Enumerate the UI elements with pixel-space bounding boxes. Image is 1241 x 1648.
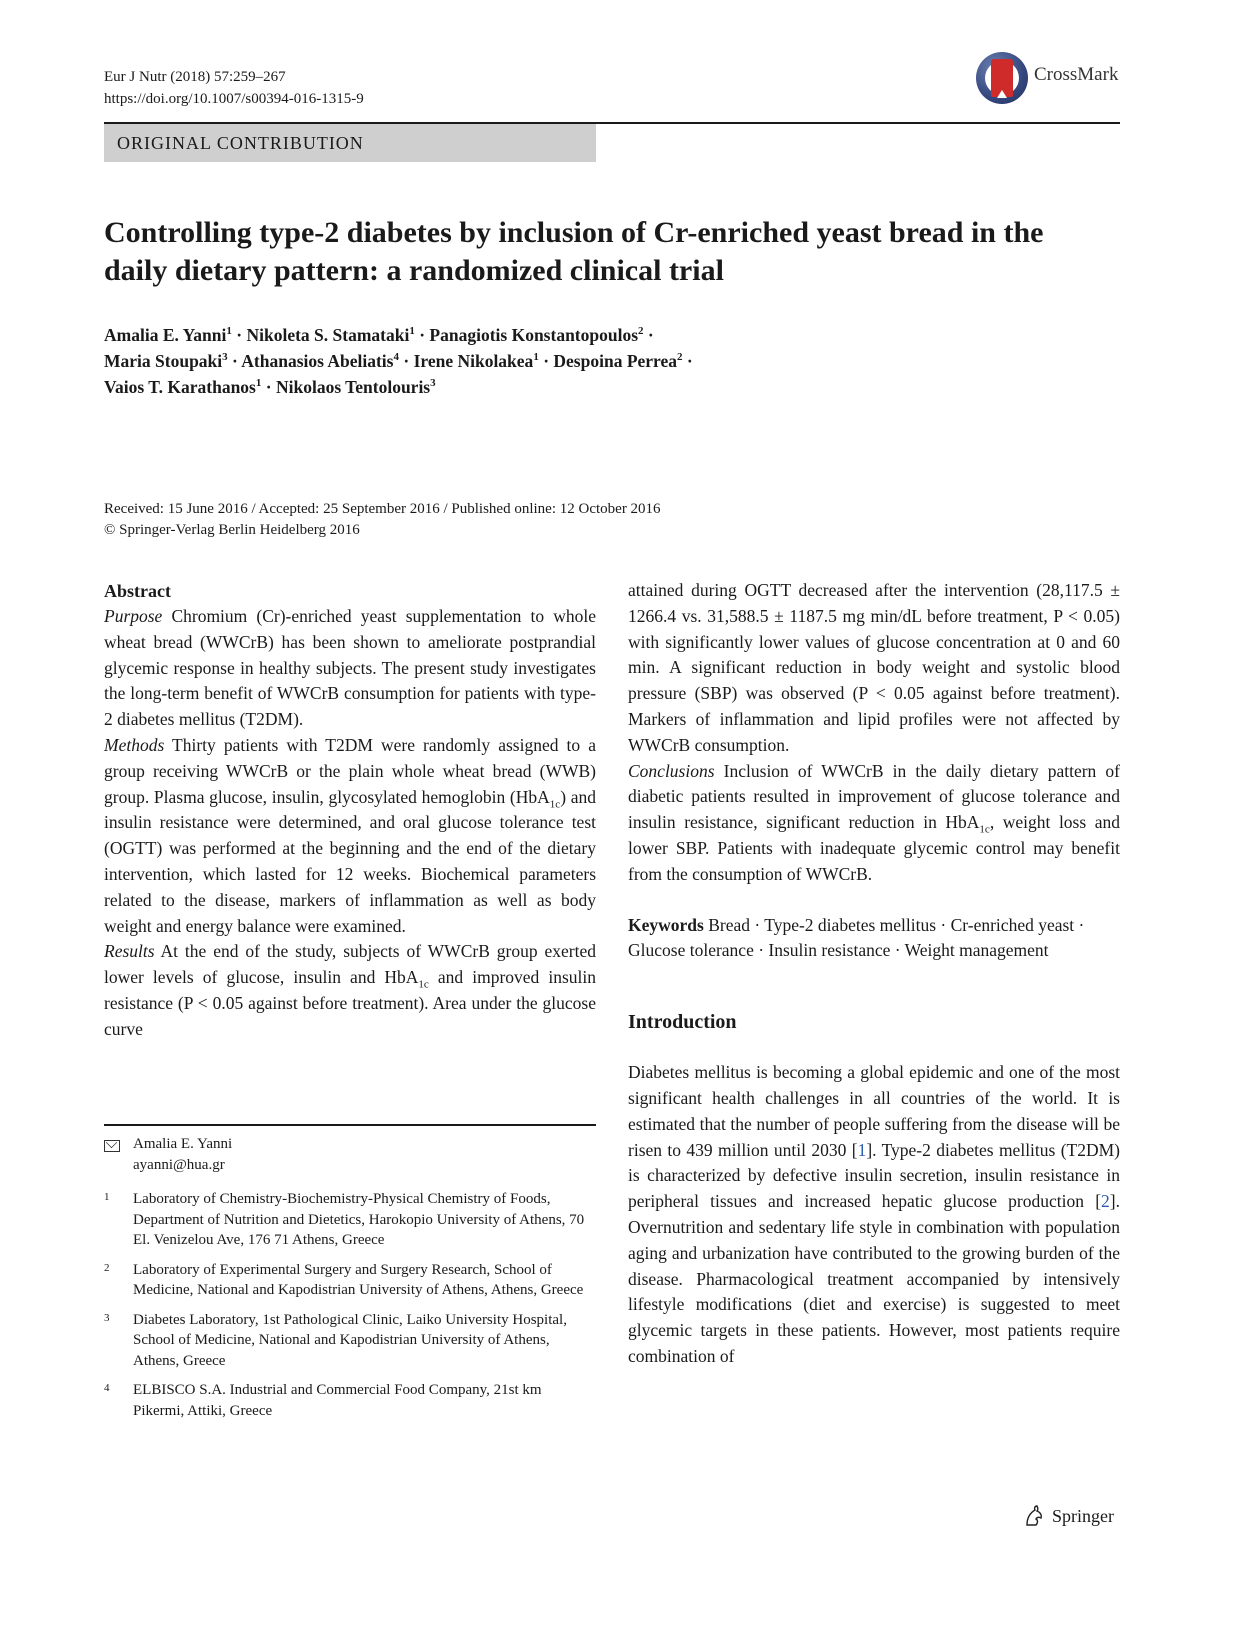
- affiliation-text: Laboratory of Chemistry-Biochemistry-Physical Chemistry of Foods, Department of Nutrition and Dietetics, Harokopio University of Athens, 70 El. Venizelou Ave, 176 71 Athens, Greece: [133, 1191, 585, 1248]
- author-list: Amalia E. Yanni$^1$ · Nikoleta S. Stamataki$^1$ · Panagiotis Konstantopoulos$^2$ · Maria Stoupaki$^3$ · Athanasios Abeliatis$^4$ · Irene Nikolakea$^1$ · Despoina Perrea$^2$ · Vaios T. Karathanos$^1$ · Nikolaos Tentolouris$^3$: [104, 325, 693, 397]
- subscript: 1c: [549, 798, 561, 811]
- journal-citation: [104, 66, 364, 110]
- affiliation-mark: 1: [533, 351, 539, 364]
- methods-text: Thirty patients with T2DM were randomly assigned to a group receiving WWCrB or the plain whole wheat bread (WWB) group. Plasma glucose, insulin, glycosylated hemoglobin (HbA: [104, 734, 596, 807]
- corresponding-email[interactable]: ayanni@hua.gr: [133, 1156, 225, 1173]
- affiliation-mark: 2: [638, 325, 644, 338]
- left-column: [104, 578, 596, 1043]
- keywords-list: Bread · Type-2 diabetes mellitus · Cr-enriched yeast · Glucose tolerance · Insulin resistance · Weight management: [628, 914, 1085, 961]
- affiliation-mark: 4: [393, 351, 399, 364]
- affiliation-number: 4: [104, 1382, 110, 1394]
- keywords: [628, 913, 1120, 965]
- crossmark-label: CrossMark: [1034, 64, 1119, 85]
- springer-horse-icon: [1022, 1504, 1046, 1528]
- affiliation: [104, 1189, 596, 1251]
- author[interactable]: Nikolaos Tentolouris: [275, 377, 431, 397]
- intro-text: ]. Overnutrition and sedentary life style in combination with population aging and urbanization have contributed to the growing burden of the disease. Pharmacological treatment accompanied by intensively lifestyle modifications (diet and exercise) is suggested to meet glycemic targets in these patients. However, most patients require combination of: [628, 1191, 1120, 1366]
- abstract-results-continued: [628, 578, 1120, 759]
- abstract-purpose: [104, 604, 596, 733]
- methods-label: Methods: [104, 734, 165, 755]
- footnotes: [104, 1134, 596, 1430]
- results-label: Results: [104, 941, 155, 962]
- article-title: Controlling type-2 diabetes by inclusion of Cr-enriched yeast bread in the daily dietary pattern: a randomized clinical trial: [104, 216, 1044, 287]
- methods-text-cont: ) and insulin resistance were determined, and oral glucose tolerance test (OGTT) was performed at the beginning and the end of the dietary intervention, which lasted for 12 weeks. Biochemical parameters related to the disease, markers of inflammation as well as body weight and energy balance were examined.: [104, 786, 596, 936]
- conclusions-text: Inclusion of WWCrB in the daily dietary pattern of diabetic patients resulted in improvement of glucose tolerance and insulin resistance, significant reduction in HbA: [628, 760, 1120, 833]
- citation-link[interactable]: 2: [1101, 1191, 1110, 1212]
- affiliation-mark: 2: [677, 351, 683, 364]
- affiliation: [104, 1310, 596, 1372]
- introduction-heading: Introduction: [628, 1011, 737, 1034]
- author[interactable]: Vaios T. Karathanos: [104, 377, 256, 397]
- envelope-icon: [104, 1140, 120, 1152]
- doi-link[interactable]: https://doi.org/10.1007/s00394-016-1315-9: [104, 91, 364, 107]
- corresponding-author: [104, 1134, 596, 1175]
- citation-link[interactable]: 1: [857, 1139, 867, 1160]
- author[interactable]: Irene Nikolakea: [413, 351, 534, 371]
- right-column: [628, 578, 1120, 1370]
- intro-text: ]. Type-2 diabetes mellitus (T2DM) is characterized by defective insulin secretion, insulin resistance in peripheral tissues and increased hepatic glucose production [: [628, 1139, 1120, 1212]
- subscript: 1c: [979, 823, 990, 836]
- keywords-label: Keywords: [628, 914, 704, 935]
- subscript: 1c: [418, 978, 429, 991]
- abstract-conclusions: [628, 759, 1120, 888]
- results-text-cont: and improved insulin resistance (P < 0.05 against before treatment). Area under the glucose curve: [104, 967, 596, 1039]
- intro-text: Diabetes mellitus is becoming a global epidemic and one of the most significant health challenges in all countries of the world. It is estimated that the number of people suffering from the disease will be risen to 439 million until 2030 [: [628, 1062, 1120, 1160]
- publisher-name: Springer: [1052, 1505, 1114, 1526]
- publisher-logo: [1022, 1504, 1114, 1528]
- footnote-rule: [104, 1124, 596, 1126]
- affiliation-text: ELBISCO S.A. Industrial and Commercial Food Company, 21st km Pikermi, Attiki, Greece: [133, 1382, 542, 1419]
- author[interactable]: Despoina Perrea: [553, 351, 678, 371]
- affiliation-mark: 1: [226, 325, 232, 338]
- author[interactable]: Nikoleta S. Stamataki: [246, 325, 410, 345]
- affiliation: [104, 1260, 596, 1301]
- crossmark-icon: [976, 52, 1028, 104]
- author[interactable]: Athanasios Abeliatis: [241, 351, 394, 371]
- introduction-text: [628, 1060, 1120, 1370]
- abstract-heading: Abstract: [104, 581, 171, 601]
- affiliation-number: 1: [104, 1191, 110, 1203]
- conclusions-label: Conclusions: [628, 760, 715, 781]
- author[interactable]: Maria Stoupaki: [104, 351, 223, 371]
- results-text: At the end of the study, subjects of WWCrB group exerted lower levels of glucose, insulin and HbA: [104, 941, 596, 988]
- abstract-results: [104, 939, 596, 1042]
- author[interactable]: Panagiotis Konstantopoulos: [429, 325, 639, 345]
- affiliation-mark: 1: [409, 325, 415, 338]
- author[interactable]: Amalia E. Yanni: [104, 325, 227, 345]
- affiliation-number: 2: [104, 1261, 110, 1274]
- purpose-label: Purpose: [104, 606, 163, 626]
- copyright-line: © Springer-Verlag Berlin Heidelberg 2016: [104, 522, 360, 538]
- affiliation-mark: 3: [222, 351, 228, 364]
- purpose-text: Chromium (Cr)-enriched yeast supplementation to whole wheat bread (WWCrB) has been shown to ameliorate postprandial glycemic response in healthy subjects. The present study investigates the long-term benefit of WWCrB consumption for patients with type-2 diabetes mellitus (T2DM).: [104, 606, 597, 730]
- affiliation-text: Laboratory of Experimental Surgery and Surgery Research, School of Medicine, National and Kapodistrian University of Athens, Athens, Greece: [133, 1261, 584, 1298]
- abstract-methods: [104, 733, 596, 939]
- affiliation-mark: 1: [255, 377, 262, 390]
- results-text-cont: attained during OGTT decreased after the intervention (28,117.5 ± 1266.4 vs. 31,588.5 ± 1187.5 mg min/dL before treatment, P < 0.05) with significantly lower values of glucose concentration at 0 and 60 min. A significant reduction in body weight and systolic blood pressure (SBP) was observed (P < 0.05 against before treatment). Markers of inflammation and lipid profiles were not affected by WWCrB consumption.: [628, 580, 1120, 755]
- corresponding-name: Amalia E. Yanni: [133, 1136, 233, 1152]
- publication-history: Received: 15 June 2016 / Accepted: 25 September 2016 / Published online: 12 October 2016: [104, 501, 661, 517]
- affiliation-mark: 3: [430, 377, 436, 390]
- affiliation-text: Diabetes Laboratory, 1st Pathological Clinic, Laiko University Hospital, School of Medicine, National and Kapodistrian University of Athens, Athens, Greece: [133, 1311, 567, 1369]
- conclusions-text-cont: , weight loss and lower SBP. Patients with inadequate glycemic control may benefit from the consumption of WWCrB.: [628, 812, 1120, 884]
- section-label: ORIGINAL CONTRIBUTION: [104, 124, 596, 162]
- journal-line: Eur J Nutr (2018) 57:259–267: [104, 69, 286, 85]
- affiliation-number: 3: [104, 1311, 110, 1324]
- article-dates: [104, 499, 1004, 541]
- affiliation: [104, 1380, 596, 1421]
- crossmark-badge[interactable]: [976, 52, 1119, 108]
